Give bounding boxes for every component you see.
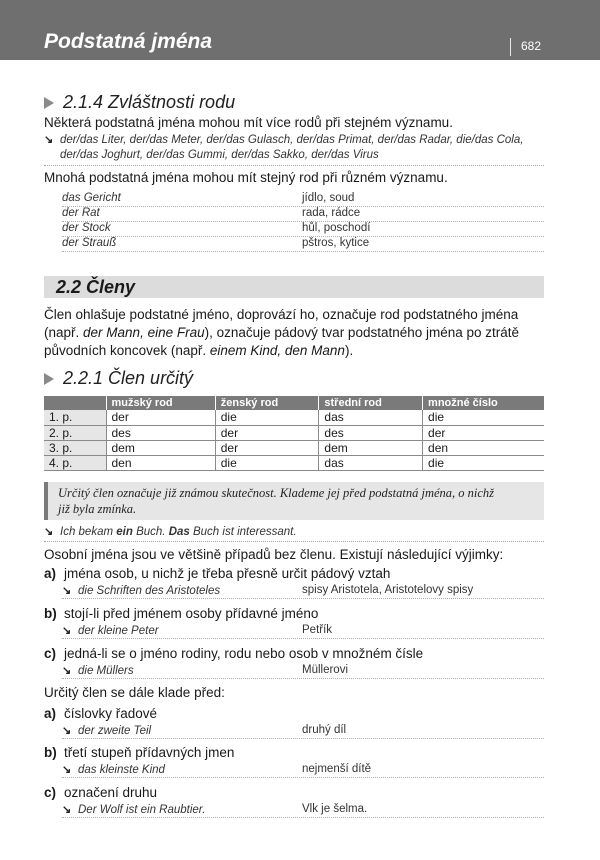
- section-heading-2-1-4: [44, 92, 235, 113]
- arrow-icon: ↘: [62, 725, 72, 737]
- german-example: einem Kind, den Mann: [209, 343, 345, 358]
- table-cell: des: [319, 425, 423, 440]
- czech-translation: Petřík: [302, 624, 333, 636]
- example-line: [62, 724, 544, 739]
- paragraph: Určitý člen se dále klade před:: [44, 685, 225, 700]
- column-header: střední rod: [319, 396, 423, 410]
- german-example: der kleine Peter: [78, 625, 159, 637]
- note-box: [44, 482, 544, 520]
- item-text: označení druhu: [64, 785, 158, 800]
- note-text: již byla zmínka.: [58, 502, 137, 516]
- table-cell: der: [106, 410, 215, 425]
- czech-translation: nejmenší dítě: [302, 763, 372, 775]
- exception-item: [44, 565, 549, 583]
- list-item: [62, 237, 544, 252]
- german-example: der zweite Teil: [78, 725, 152, 737]
- czech-meaning: hůl, poschodí: [302, 222, 371, 234]
- play-triangle-icon: [44, 373, 54, 385]
- item-label: a): [44, 706, 57, 721]
- table-row: [44, 440, 544, 455]
- example-line: [62, 664, 544, 679]
- list-item: [62, 192, 544, 207]
- czech-meaning: jídlo, soud: [302, 192, 355, 204]
- column-header: množné číslo: [423, 396, 544, 410]
- czech-translation: spisy Aristotela, Aristotelovy spisy: [302, 584, 474, 596]
- table-cell: das: [319, 410, 423, 425]
- chapter-title: Podstatná jména: [44, 30, 213, 53]
- word-pairs-list: [62, 192, 544, 252]
- table-cell: die: [423, 410, 544, 425]
- row-label: 3. p.: [44, 440, 106, 455]
- bold-word: Das: [168, 526, 190, 538]
- czech-translation: Müllerovi: [302, 664, 349, 676]
- german-word: der Strauß: [62, 237, 117, 249]
- rule-item: [44, 744, 549, 762]
- column-header: ženský rod: [215, 396, 319, 410]
- table-cell: die: [423, 455, 544, 470]
- section-heading-text: 2.2.1 Člen určitý: [63, 368, 194, 388]
- paragraph-intro-articles: [44, 306, 549, 360]
- row-label: 4. p.: [44, 455, 106, 470]
- example-line: [62, 584, 544, 599]
- example-text: der/das Liter, der/das Meter, der/das Gulasch, der/das Primat, der/das Radar, die/das Cola,: [60, 134, 524, 146]
- list-item: [62, 222, 544, 237]
- text-run: ), označuje pádový tvar podstatného jména po ztrátě: [204, 325, 520, 340]
- example-text: der/das Joghurt, der/das Gummi, der/das Sakko, der/das Virus: [60, 149, 379, 161]
- item-label: b): [44, 606, 57, 621]
- table-row: [44, 455, 544, 470]
- item-text: číslovky řadové: [64, 706, 158, 721]
- play-triangle-icon: [44, 97, 54, 109]
- item-text: třetí stupeň přídavných jmen: [64, 745, 235, 760]
- section-heading-2-2-1: [44, 368, 193, 389]
- section-heading-text: 2.1.4 Zvláštnosti rodu: [63, 92, 236, 112]
- arrow-icon: ↘: [62, 585, 72, 597]
- note-text: Určitý člen označuje již známou skutečnost. Klademe jej před podstatná jména, o nichž: [58, 486, 495, 500]
- arrow-icon: ↘: [62, 804, 72, 816]
- table-cell: der: [215, 440, 319, 455]
- table-cell: dem: [319, 440, 423, 455]
- section-heading-2-2: [44, 276, 544, 298]
- table-cell: des: [106, 425, 215, 440]
- german-example: der Mann, eine Frau: [83, 325, 205, 340]
- german-word: der Rat: [62, 207, 100, 219]
- arrow-icon: ↘: [62, 665, 72, 677]
- section-heading-text: 2.2 Členy: [56, 277, 136, 297]
- paragraph-line: Člen ohlašuje podstatné jméno, doprovází ho, označuje rod podstatného jména: [44, 307, 519, 322]
- table-cell: die: [215, 410, 319, 425]
- item-label: c): [44, 646, 57, 661]
- example-line: [62, 763, 544, 778]
- table-cell: der: [423, 425, 544, 440]
- czech-translation: Vlk je šelma.: [302, 803, 368, 815]
- table-cell: dem: [106, 440, 215, 455]
- table-cell: die: [215, 455, 319, 470]
- german-example: Der Wolf ist ein Raubtier.: [78, 804, 206, 816]
- row-label: 2. p.: [44, 425, 106, 440]
- paragraph: Některá podstatná jména mohou mít více rodů při stejném významu.: [44, 115, 453, 130]
- paragraph-line: [44, 324, 549, 342]
- table-row: [44, 410, 544, 425]
- czech-meaning: rada, rádce: [302, 207, 361, 219]
- table-row: [44, 425, 544, 440]
- rule-item: [44, 705, 549, 723]
- paragraph: Osobní jména jsou ve většině případů bez členu. Existují následující výjimky:: [44, 547, 504, 562]
- item-label: b): [44, 745, 57, 760]
- text-run: Buch ist interessant.: [189, 526, 297, 538]
- german-example: die Müllers: [78, 665, 134, 677]
- column-header: mužský rod: [106, 396, 215, 410]
- example-line: [44, 525, 544, 542]
- item-text: jedná-li se o jméno rodiny, rodu nebo osob v množném čísle: [64, 646, 424, 661]
- arrow-icon: ↘: [44, 134, 54, 146]
- table-cell: das: [319, 455, 423, 470]
- paragraph-line: [44, 342, 549, 360]
- page-header-bar: [0, 0, 600, 60]
- example-block: [44, 133, 544, 166]
- row-label: 1. p.: [44, 410, 106, 425]
- page-number: 682: [521, 39, 542, 53]
- table-cell: den: [423, 440, 544, 455]
- exception-item: [44, 645, 549, 663]
- arrow-icon: ↘: [62, 625, 72, 637]
- table-cell: den: [106, 455, 215, 470]
- paragraph: Mnohá podstatná jména mohou mít stejný rod při různém významu.: [44, 170, 448, 185]
- german-example: das kleinste Kind: [78, 764, 165, 776]
- arrow-icon: ↘: [62, 764, 72, 776]
- definite-article-table: [44, 396, 544, 471]
- german-word: das Gericht: [62, 192, 121, 204]
- text-run: (např.: [44, 325, 84, 340]
- item-text: jména osob, u nichž je třeba přesně určit pádový vztah: [64, 566, 391, 581]
- item-label: c): [44, 785, 57, 800]
- bold-word: ein: [116, 526, 133, 538]
- czech-translation: druhý díl: [302, 724, 347, 736]
- text-run: původních koncovek (např.: [44, 343, 210, 358]
- exception-item: [44, 605, 549, 623]
- item-label: a): [44, 566, 57, 581]
- table-header-row: [44, 396, 544, 410]
- text-run: Buch.: [132, 526, 169, 538]
- header-divider: [510, 38, 511, 56]
- german-word: der Stock: [62, 222, 111, 234]
- text-run: Ich bekam: [60, 526, 117, 538]
- rule-item: [44, 784, 549, 802]
- text-run: ).: [344, 343, 354, 358]
- german-example: die Schriften des Aristoteles: [78, 585, 221, 597]
- list-item: [62, 207, 544, 222]
- table-cell: der: [215, 425, 319, 440]
- column-header: [44, 396, 106, 410]
- example-line: [62, 624, 544, 639]
- item-text: stojí-li před jménem osoby přídavné jméno: [64, 606, 319, 621]
- czech-meaning: pštros, kytice: [302, 237, 370, 249]
- example-line: [62, 803, 544, 818]
- arrow-icon: ↘: [44, 526, 54, 538]
